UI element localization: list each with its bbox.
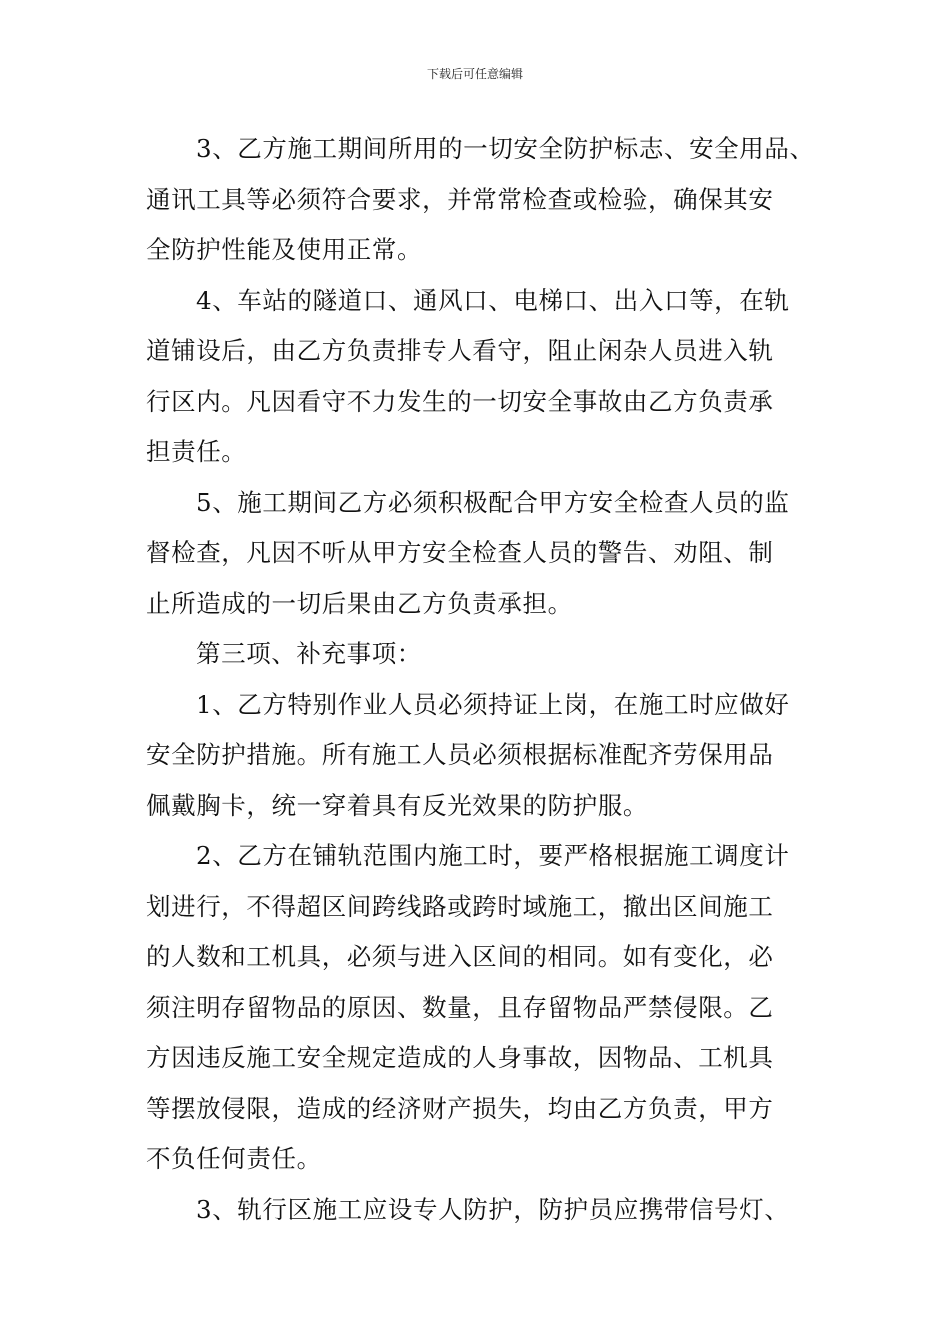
section-heading-supplementary bbox=[146, 629, 816, 680]
text-line: 2、乙方在铺轨范围内施工时，要严格根据施工调度计 bbox=[196, 841, 790, 870]
text-line: 方因违反施工安全规定造成的人身事故，因物品、工机具 bbox=[146, 1043, 774, 1072]
text-line: 佩戴胸卡，统一穿着具有反光效果的防护服。 bbox=[146, 790, 648, 820]
text-line: 划进行，不得超区间跨线路或跨时域施工，撤出区间施工 bbox=[146, 891, 774, 921]
text-line: 通讯工具等必须符合要求，并常常检查或检验，确保其安 bbox=[146, 184, 774, 214]
text-line: 第三项、补充事项： bbox=[196, 639, 422, 668]
text-line: 1、乙方特别作业人员必须持证上岗，在施工时应做好 bbox=[196, 689, 790, 719]
text-line: 止所造成的一切后果由乙方负责承担。 bbox=[146, 588, 573, 618]
text-line: 担责任。 bbox=[146, 437, 247, 466]
text-line: 等摆放侵限，造成的经济财产损失，均由乙方负责，甲方 bbox=[146, 1093, 774, 1123]
text-line: 3、轨行区施工应设专人防护，防护员应携带信号灯、 bbox=[196, 1194, 790, 1224]
paragraph-item-4-station-openings bbox=[146, 276, 816, 478]
text-line: 行区内。凡因看守不力发生的一切安全事故由乙方负责承 bbox=[146, 386, 774, 416]
paragraph-item-3-safety-equipment bbox=[146, 124, 816, 276]
paragraph-supplementary-3 bbox=[146, 1185, 816, 1236]
text-line: 5、施工期间乙方必须积极配合甲方安全检查人员的监 bbox=[196, 487, 790, 517]
paragraph-item-5-inspection bbox=[146, 478, 816, 630]
text-line: 道铺设后，由乙方负责排专人看守，阻止闲杂人员进入轨 bbox=[146, 336, 774, 365]
text-line: 不负任何责任。 bbox=[146, 1144, 322, 1173]
page-header: 下载后可任意编辑 bbox=[426, 67, 523, 81]
paragraph-supplementary-1 bbox=[146, 680, 816, 832]
text-line: 安全防护措施。所有施工人员必须根据标准配齐劳保用品 bbox=[146, 740, 774, 769]
paragraph-supplementary-2 bbox=[146, 831, 816, 1185]
text-line: 须注明存留物品的原因、数量，且存留物品严禁侵限。乙 bbox=[146, 992, 774, 1022]
text-line: 全防护性能及使用正常。 bbox=[146, 235, 423, 264]
text-line: 的人数和工机具，必须与进入区间的相同。如有变化，必 bbox=[146, 942, 774, 971]
document-body bbox=[146, 124, 816, 1235]
text-line: 督检查，凡因不听从甲方安全检查人员的警告、劝阻、制 bbox=[146, 538, 774, 567]
text-line: 4、车站的隧道口、通风口、电梯口、出入口等，在轨 bbox=[196, 285, 790, 315]
text-line: 3、乙方施工期间所用的一切安全防护标志、安全用品、 bbox=[196, 134, 815, 163]
